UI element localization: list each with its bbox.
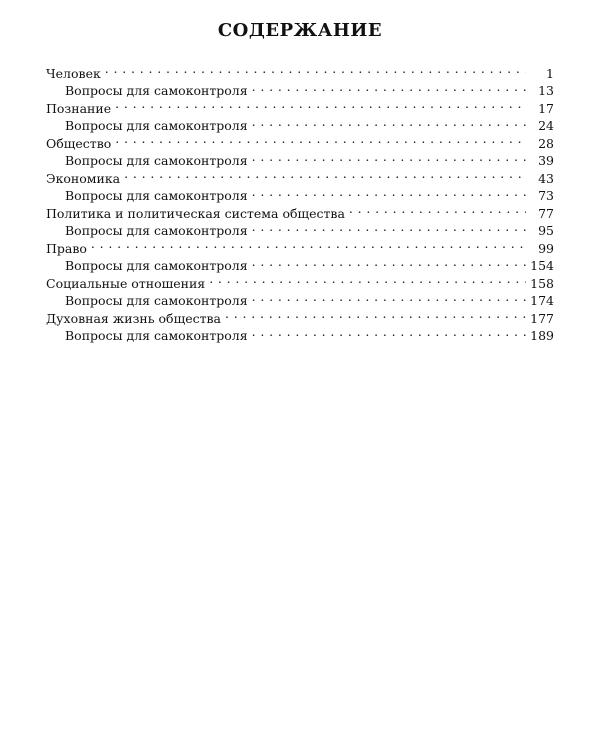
toc-page-number: 154 (526, 257, 554, 275)
dot-leader (105, 60, 526, 78)
toc-page-number: 189 (526, 327, 554, 345)
toc-page-number: 95 (526, 222, 554, 240)
toc-entry-title: Экономика (46, 170, 121, 186)
toc-entry-title: Право (46, 240, 87, 256)
dot-leader (252, 288, 526, 306)
toc-entry-title: Социальные отношения (46, 275, 206, 291)
toc-page-number: 73 (526, 187, 554, 205)
toc-page-number: 99 (526, 240, 554, 258)
toc-entry-title: Вопросы для самоконтроля (65, 118, 248, 133)
toc-entry-subsection (46, 78, 554, 96)
dot-leader (91, 235, 526, 253)
toc-entry-title: Общество (46, 135, 112, 151)
toc-page-number: 13 (526, 82, 554, 100)
dot-leader (252, 323, 526, 341)
toc-entry-title: Вопросы для самоконтроля (65, 293, 248, 308)
toc-page-number: 158 (526, 275, 554, 293)
dot-leader (115, 95, 526, 113)
page-title: СОДЕРЖАНИЕ (217, 20, 383, 41)
toc-page-number: 77 (526, 205, 554, 223)
dot-leader (252, 113, 526, 131)
toc-entry-title: Политика и политическая система общества (46, 205, 345, 221)
toc-entry-title: Человек (46, 65, 101, 81)
toc-entry-chapter (46, 235, 554, 256)
toc-entry-title: Вопросы для самоконтроля (65, 188, 248, 203)
toc-entry-subsection (46, 113, 554, 131)
toc-entry-chapter (46, 130, 554, 151)
toc-entry-title: Вопросы для самоконтроля (65, 153, 248, 168)
toc-entry-subsection (46, 148, 554, 166)
dot-leader (349, 200, 526, 218)
toc-page-number: 1 (526, 65, 554, 83)
toc-page-number: 17 (526, 100, 554, 118)
toc-entry-title: Вопросы для самоконтроля (65, 328, 248, 343)
dot-leader (225, 305, 526, 323)
toc-entry-chapter (46, 95, 554, 116)
toc-page-number: 177 (526, 310, 554, 328)
toc-entry-title: Духовная жизнь общества (46, 310, 222, 326)
toc-page-number: 174 (526, 292, 554, 310)
dot-leader (124, 165, 526, 183)
toc-page-number: 28 (526, 135, 554, 153)
toc-page-number: 39 (526, 152, 554, 170)
dot-leader (209, 270, 526, 288)
toc-entry-title: Вопросы для самоконтроля (65, 83, 248, 98)
dot-leader (252, 218, 526, 236)
toc-entry-subsection (46, 253, 554, 271)
toc-entry-title: Познание (46, 100, 112, 116)
toc-page-number: 24 (526, 117, 554, 135)
table-of-contents (46, 60, 554, 343)
toc-entry-title: Вопросы для самоконтроля (65, 258, 248, 273)
dot-leader (252, 78, 526, 96)
dot-leader (115, 130, 526, 148)
toc-entry-title: Вопросы для самоконтроля (65, 223, 248, 238)
dot-leader (252, 148, 526, 166)
dot-leader (252, 183, 526, 201)
toc-page-number: 43 (526, 170, 554, 188)
dot-leader (252, 253, 526, 271)
toc-entry-chapter (46, 60, 554, 81)
